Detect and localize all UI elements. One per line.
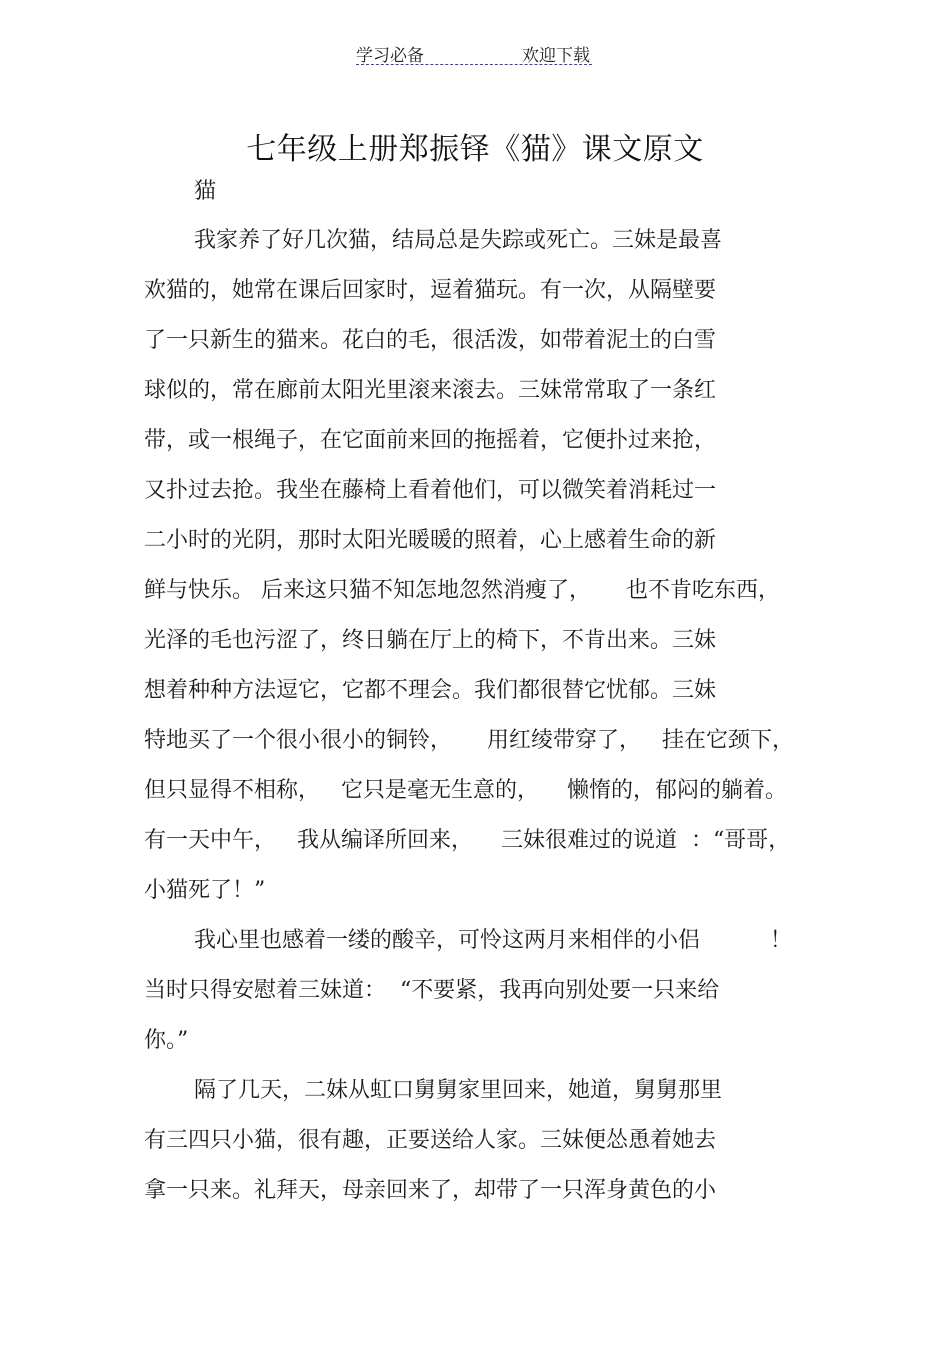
body-line: 有三四只小猫，很有趣，正要送给人家。三妹便怂恿着她去 <box>144 1128 717 1153</box>
body-line: 光泽的毛也污涩了，终日躺在厅上的椅下，不肯出来。三妹 <box>144 628 717 653</box>
body-line: 隔了几天，二妹从虹口舅舅家里回来，她道，舅舅那里 <box>194 1078 723 1103</box>
body-line: 二小时的光阴，那时太阳光暖暖的照着，心上感着生命的新 <box>144 528 717 553</box>
body-line: 小猫死了！” <box>144 878 266 903</box>
body-line: 我家养了好几次猫，结局总是失踪或死亡。三妹是最喜 <box>194 228 723 253</box>
body-line: 了一只新生的猫来。花白的毛，很活泼，如带着泥土的白雪 <box>144 328 717 353</box>
body-line: 又扑过去抢。我坐在藤椅上看着他们，可以微笑着消耗过一 <box>144 478 717 503</box>
page-header <box>356 40 592 65</box>
body-line: 欢猫的，她常在课后回家时，逗着猫玩。有一次，从隔壁要 <box>144 278 717 303</box>
body-line: 当时只得安慰着三妹道： “不要紧，我再向别处要一只来给 <box>144 978 720 1003</box>
body-line: 鲜与快乐。 后来这只猫不知怎地忽然消瘦了， 也不肯吃东西， <box>144 578 780 603</box>
body-line: 我心里也感着一缕的酸辛，可怜这两月来相伴的小侣 ！ <box>194 928 792 953</box>
body-line: 带，或一根绳子，在它面前来回的拖摇着，它便扑过来抢， <box>144 428 717 453</box>
body-line: 有一天中午， 我从编译所回来， 三妹很难过的说道 ：“哥哥， <box>144 828 791 853</box>
header-right-text: 欢迎下载 <box>522 46 590 66</box>
section-heading: 猫 <box>194 179 217 204</box>
body-line: 拿一只来。礼拜天，母亲回来了，却带了一只浑身黄色的小 <box>144 1178 717 1203</box>
body-line: 你。” <box>144 1028 189 1053</box>
body-line: 特地买了一个很小很小的铜铃， 用红绫带穿了， 挂在它颈下， <box>144 728 794 753</box>
header-left-text: 学习必备 <box>356 46 424 66</box>
body-line: 球似的，常在廊前太阳光里滚来滚去。三妹常常取了一条红 <box>144 378 717 403</box>
body-line: 想着种种方法逗它，它都不理会。我们都很替它忧郁。三妹 <box>144 678 717 703</box>
body-line: 但只显得不相称， 它只是毫无生意的， 懒惰的，郁闷的躺着。 <box>144 778 787 803</box>
document-title: 七年级上册郑振铎《猫》课文原文 <box>246 132 704 167</box>
